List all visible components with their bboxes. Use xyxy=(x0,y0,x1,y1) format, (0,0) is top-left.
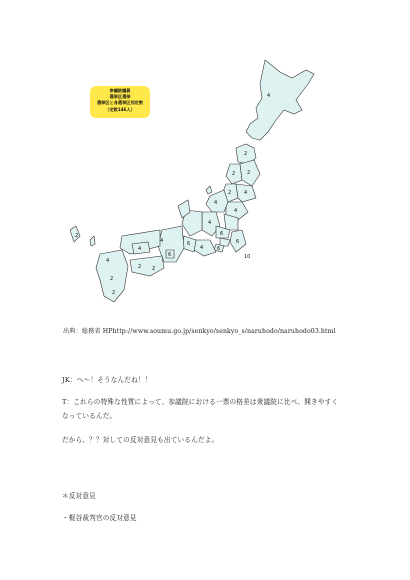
kumamoto-count: 2 xyxy=(110,276,114,282)
fukushima-count: 4 xyxy=(234,208,238,214)
okinawa-count: 2 xyxy=(75,233,79,239)
akita-count: 2 xyxy=(232,171,236,177)
legend-line-4: （定数146人） xyxy=(105,106,135,112)
hyogo-count: 4 xyxy=(160,238,164,244)
ehime-count: 2 xyxy=(138,264,142,270)
hokkaido-region xyxy=(246,60,314,140)
section-heading-dissent: ＊反対意見 xyxy=(62,492,96,500)
japan-electoral-district-map xyxy=(70,40,370,330)
shikoku-region xyxy=(130,256,164,276)
map-source-caption: 出典：総務省 HPhttp://www.soumu.go.jp/senkyo/senkyo_s/naruhodo/naruhodo03.html xyxy=(63,328,336,335)
hiroshima-count: 4 xyxy=(138,246,142,252)
niigata-count: 4 xyxy=(214,200,218,206)
sado-island xyxy=(206,186,212,194)
dialogue-t-line1: T：これらの特殊な性質によって、参議院における一票の格差は衆議院に比べ、開きやすく xyxy=(62,398,339,406)
legend-line-2: 選挙区選挙 xyxy=(109,94,131,100)
yamagata-count: 2 xyxy=(228,190,232,196)
map-legend-box xyxy=(90,86,150,118)
tokyo-region xyxy=(220,238,230,246)
dialogue-t-line2: なっているんだ。 xyxy=(62,412,117,420)
shizuoka-region xyxy=(194,240,216,256)
dialogue-jk: JK：へ～！そうなんだね！！ xyxy=(62,376,152,384)
kochi-count: 2 xyxy=(152,266,156,272)
kagoshima-count: 2 xyxy=(112,290,116,296)
miyagi-count: 4 xyxy=(244,190,248,196)
saitama-count: 6 xyxy=(220,231,224,237)
osaka-count: 6 xyxy=(168,252,172,258)
tokyo-count: 10 xyxy=(244,254,251,260)
chiba-count: 6 xyxy=(236,239,240,245)
iwate-count: 2 xyxy=(247,170,251,176)
legend-line-3: 選挙区と各選挙区別定数 xyxy=(96,100,144,106)
nagano-count: 4 xyxy=(208,220,212,226)
fukuoka-count: 4 xyxy=(106,258,110,264)
dialogue-t-objection: だから、？？対しての反対意見も出ているんだよ。 xyxy=(62,436,219,444)
aomori-count: 2 xyxy=(244,151,248,157)
list-item-judge-dissent: ・梶谷裁判官の反対意見 xyxy=(62,514,137,522)
japan-map-svg xyxy=(70,40,370,330)
shizuoka-count: 4 xyxy=(200,245,204,251)
hokkaido-count: 4 xyxy=(267,93,271,99)
tsushima-island xyxy=(90,236,95,246)
aichi-count: 6 xyxy=(187,241,191,247)
kanagawa-count: 6 xyxy=(217,246,221,252)
legend-line-1: 参議院議員 xyxy=(109,88,131,93)
